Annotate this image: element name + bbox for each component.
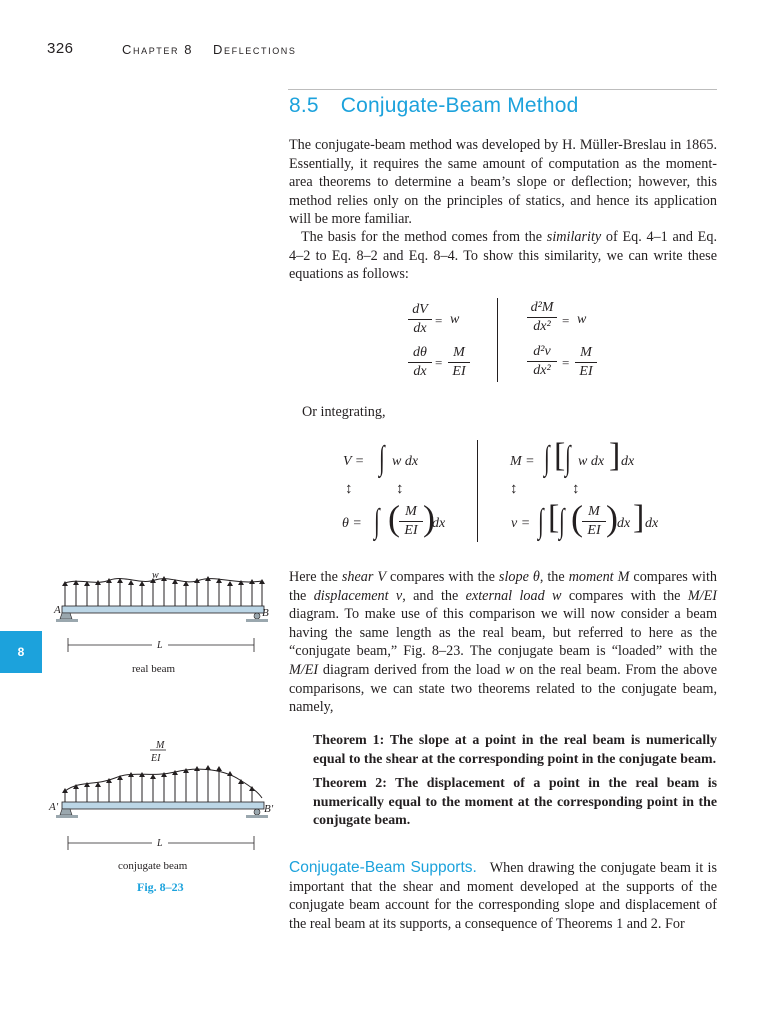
eq-dx: dx (621, 454, 635, 469)
eq-num: M (588, 504, 600, 519)
integral-sign: ∫ (379, 440, 385, 477)
eq-den: EI (579, 364, 593, 379)
eq-M-lhs: M = (510, 454, 535, 469)
eq-w-dx: w dx (578, 454, 605, 469)
left-paren: ( (388, 498, 400, 538)
integral-sign: ∫ (565, 440, 571, 477)
ground-A (56, 619, 78, 622)
equivalence-arrow: ↕ (345, 481, 353, 497)
p2-text-a: The basis for the method comes from the (301, 229, 547, 245)
p3-em: w (505, 661, 515, 678)
p3-text: , and the (402, 587, 466, 604)
p3-text: on the real beam. From the above comparisons, we can state two theorems related to the conjugate beam, namely, (289, 661, 717, 716)
right-paren: ) (606, 498, 618, 538)
eq-equals: = (435, 355, 443, 370)
conjugate-beam-caption: conjugate beam (118, 860, 188, 872)
left-bracket: [ (548, 499, 560, 536)
chapter-tab: 8 (0, 631, 42, 673)
pin-support-A (60, 613, 72, 619)
page-number: 326 (47, 40, 74, 57)
paragraph-intro: The conjugate-beam method was developed by H. Müller-Breslau in 1865. Essentially, it requires the same amount of computation as the moment-area theorems to determine a beam’s slope or deflection; however, this method relies only on the principles of statics, and hence its application will be more familiar. (289, 137, 717, 228)
p3-em: displacement v (313, 587, 403, 604)
ground-B (246, 619, 268, 622)
p3-text: compares with the (289, 569, 717, 604)
p3-text: Here the (289, 569, 342, 585)
paragraph-basis (289, 228, 717, 284)
left-paren: ( (571, 498, 583, 538)
p3-em: shear V (341, 569, 387, 585)
p3-text: compares with the (386, 569, 499, 585)
support-A-prime (60, 809, 72, 815)
real-beam-figure (40, 566, 280, 678)
roller-support-B (254, 613, 260, 619)
eq-M-EI (399, 504, 423, 539)
section-rule (288, 89, 717, 90)
eq-d2v-dx2 (527, 344, 557, 379)
supports-heading: Conjugate-Beam Supports. (289, 859, 477, 876)
paragraph-supports (289, 859, 717, 933)
eq-w: w (577, 312, 587, 327)
label-A: A (54, 604, 61, 616)
eq-V-lhs: V = (343, 454, 365, 469)
eq-num: M (453, 345, 465, 360)
right-bracket: ] (609, 437, 621, 474)
eq-equals: = (435, 313, 443, 328)
conjugate-beam (62, 802, 264, 809)
eq-v-lhs: v = (511, 516, 531, 531)
eq-dx: dx (645, 516, 659, 531)
real-beam (62, 606, 264, 613)
eq-dtheta-dx (408, 345, 432, 380)
p3-em: moment M (568, 569, 630, 585)
real-beam-caption: real beam (132, 663, 176, 675)
figure-label: Fig. 8–23 (137, 880, 184, 894)
label-B: B (262, 607, 269, 619)
label-L: L (157, 640, 163, 651)
label-B-prime: B′ (264, 803, 274, 815)
or-integrating-text: Or integrating, (302, 404, 386, 420)
running-head (122, 42, 297, 57)
eq-num: d²v (533, 344, 551, 359)
eq-dx: dx (617, 516, 631, 531)
eq-num: M (405, 504, 417, 519)
eq-den: EI (452, 364, 466, 379)
equation-divider (497, 298, 498, 382)
eq-d2M-dx2 (527, 300, 557, 335)
eq-den: dx² (533, 363, 551, 378)
p3-em: M/EI (687, 587, 717, 604)
theorem-1: Theorem 1: The slope at a point in the real beam is numerically equal to the shear at the corresponding point in the conjugate beam. (313, 733, 717, 767)
eq-den: dx² (533, 319, 551, 334)
conjugate-beam-figure (40, 736, 280, 896)
eq-num: M (580, 345, 592, 360)
right-bracket: ] (633, 499, 645, 536)
p2-emphasis: similarity (546, 229, 602, 245)
conj-load-num: M (156, 740, 165, 751)
equivalence-arrow: ↕ (510, 481, 518, 497)
section-title (289, 94, 578, 118)
support-B-prime (254, 809, 260, 815)
p3-text: diagram derived from the load (318, 661, 506, 678)
eq-dV-dx (408, 302, 432, 337)
chapter-title: Deflections (213, 42, 297, 57)
p3-text: diagram. To make use of this comparison we will now consider a beam having the same length as the real beam, but referred to here as the “conjugate beam,” Fig. 8–23. The conjugate beam is “loaded” with the (289, 606, 717, 660)
supports-text: When drawing the conjugate beam it is important that the shear and moment developed at the supports of the conjugate beam account for the corresponding slope and displacement of the real beam at its supports, a consequence of Theorems 1 and 2. For (289, 860, 717, 932)
eq-den: EI (404, 523, 418, 538)
section-name: Conjugate-Beam Method (340, 94, 579, 117)
label-L: L (157, 838, 163, 849)
p2-text-b: of Eq. 4–1 and Eq. 4–2 to Eq. 8–2 and Eq. 8–4. To show this similarity, we can write these equations as follows: (289, 229, 717, 283)
integral-sign: ∫ (559, 503, 565, 540)
equivalence-arrow: ↕ (396, 481, 404, 497)
ground-B-prime (246, 815, 268, 818)
eq-num: d²M (530, 300, 554, 315)
p3-em: M/EI (289, 661, 319, 678)
chapter-label: Chapter 8 (122, 42, 194, 57)
p3-em: external load w (465, 587, 562, 604)
integral-sign: ∫ (544, 440, 550, 477)
eq-den: dx (413, 321, 427, 336)
eq-w-dx: w dx (392, 454, 419, 469)
mei-load-arrows (65, 767, 262, 802)
section-number: 8.5 (289, 94, 319, 117)
equivalence-arrow: ↕ (572, 481, 580, 497)
eq-M-EI (575, 345, 597, 380)
eq-num: dθ (413, 345, 427, 360)
eq-M-EI (582, 504, 606, 539)
mei-arrowheads (62, 765, 255, 793)
eq-equals: = (562, 313, 570, 328)
eq-w: w (450, 312, 460, 327)
eq-num: dV (412, 302, 428, 317)
eq-den: EI (587, 523, 601, 538)
load-label-w: w (152, 570, 159, 581)
paragraph-comparison (289, 568, 717, 717)
p3-em: slope θ (498, 569, 540, 585)
eq-M-EI (448, 345, 470, 380)
integral-divider (477, 440, 478, 542)
integral-sign: ∫ (538, 503, 544, 540)
eq-den: dx (413, 364, 427, 379)
left-bracket: [ (554, 437, 566, 474)
integral-sign: ∫ (374, 503, 380, 540)
p3-text: , the (539, 569, 569, 585)
eq-equals: = (562, 355, 570, 370)
theorem-2: Theorem 2: The displacement of a point in the real beam is numerically equal to the moment at the corresponding point in the conjugate beam. (313, 776, 717, 828)
p3-text: compares with the (561, 587, 688, 604)
right-paren: ) (423, 498, 435, 538)
eq-dx: dx (432, 516, 446, 531)
distributed-load-arrows (65, 578, 262, 606)
eq-theta-lhs: θ = (342, 516, 362, 531)
conj-load-den: EI (151, 753, 161, 764)
label-A-prime: A′ (49, 801, 59, 813)
ground-A-prime (56, 815, 78, 818)
